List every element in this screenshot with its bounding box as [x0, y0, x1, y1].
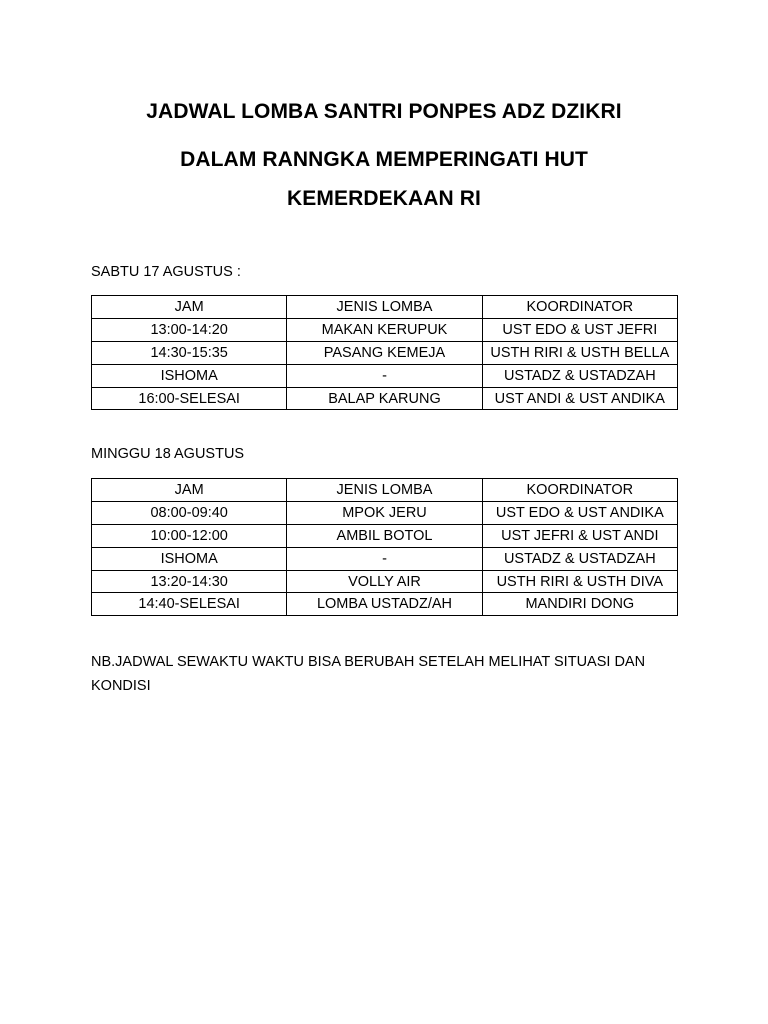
table-row: [92, 547, 678, 570]
document-title-line-3: KEMERDEKAAN RI: [287, 187, 481, 210]
table-cell: MAKAN KERUPUK: [287, 318, 482, 341]
note-line-2: KONDISI: [91, 678, 151, 694]
table-cell: 16:00-SELESAI: [92, 387, 287, 410]
table-cell: USTADZ & USTADZAH: [482, 547, 677, 570]
table-cell: LOMBA USTADZ/AH: [287, 593, 482, 616]
table-cell: USTH RIRI & USTH DIVA: [482, 570, 677, 593]
table-cell: USTADZ & USTADZAH: [482, 364, 677, 387]
day2-label: MINGGU 18 AGUSTUS: [91, 446, 245, 462]
table-cell: 13:00-14:20: [92, 318, 287, 341]
table-cell: 08:00-09:40: [92, 501, 287, 524]
table-cell: 14:30-15:35: [92, 341, 287, 364]
table-row: [92, 501, 678, 524]
table-cell: UST JEFRI & UST ANDI: [482, 524, 677, 547]
table-cell: BALAP KARUNG: [287, 387, 482, 410]
column-header: KOORDINATOR: [482, 479, 677, 502]
table-row: [92, 387, 678, 410]
table-header-row: [92, 479, 678, 502]
table-row: [92, 593, 678, 616]
table-cell: 14:40-SELESAI: [92, 593, 287, 616]
table-cell: VOLLY AIR: [287, 570, 482, 593]
table-row: [92, 364, 678, 387]
table-cell: MPOK JERU: [287, 501, 482, 524]
table-cell: AMBIL BOTOL: [287, 524, 482, 547]
document-title-line-2: DALAM RANNGKA MEMPERINGATI HUT: [180, 148, 588, 171]
schedule-note: [91, 650, 691, 698]
table-cell: 13:20-14:30: [92, 570, 287, 593]
table-row: [92, 341, 678, 364]
table-cell: 10:00-12:00: [92, 524, 287, 547]
table-cell: UST EDO & UST JEFRI: [482, 318, 677, 341]
column-header: KOORDINATOR: [482, 296, 677, 319]
table-row: [92, 524, 678, 547]
column-header: JENIS LOMBA: [287, 296, 482, 319]
table-cell: -: [287, 547, 482, 570]
table-cell: UST ANDI & UST ANDIKA: [482, 387, 677, 410]
table-cell: USTH RIRI & USTH BELLA: [482, 341, 677, 364]
table-row: [92, 570, 678, 593]
document-title-line-1: JADWAL LOMBA SANTRI PONPES ADZ DZIKRI: [146, 100, 622, 123]
table-cell: ISHOMA: [92, 364, 287, 387]
note-line-1: NB.JADWAL SEWAKTU WAKTU BISA BERUBAH SETELAH MELIHAT SITUASI DAN: [91, 654, 646, 670]
table-cell: ISHOMA: [92, 547, 287, 570]
table-row: [92, 318, 678, 341]
day2-schedule-table: [91, 478, 678, 616]
table-header-row: [92, 296, 678, 319]
column-header: JAM: [92, 296, 287, 319]
table-cell: -: [287, 364, 482, 387]
table-cell: UST EDO & UST ANDIKA: [482, 501, 677, 524]
column-header: JAM: [92, 479, 287, 502]
table-cell: PASANG KEMEJA: [287, 341, 482, 364]
table-cell: MANDIRI DONG: [482, 593, 677, 616]
day1-label: SABTU 17 AGUSTUS :: [91, 264, 241, 280]
day1-schedule-table: [91, 295, 678, 410]
column-header: JENIS LOMBA: [287, 479, 482, 502]
